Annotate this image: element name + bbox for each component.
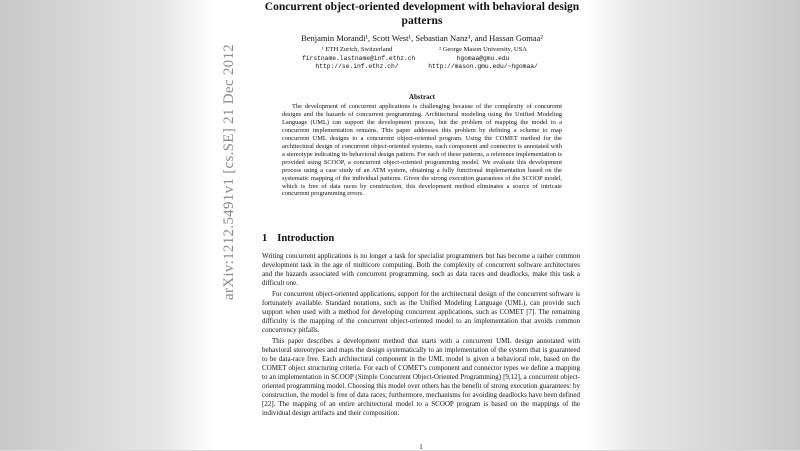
affiliation-email: firstname.lastname@inf.ethz.ch xyxy=(302,54,416,62)
abstract-text: The development of concurrent applications is challenging because of the complexity of concurrent designs and the hazards of concurrent programming. Architectural modeling using the Unified Modeling Language (UML) can support the development process, but the problem of mapping the model to a concurrent implementation remains. This paper addresses this problem by defining a scheme to map concurrent UML designs to a concurrent object-oriented program. Using the COMET method for the architectural design of concurrent object-oriented systems, each component and connector is annotated with a stereotype indicating its behavioral design pattern. For each of these patterns, a reference implementation is provided using SCOOP, a concurrent object-oriented programming model. We evaluate this development process using a case study of an ATM system, obtaining a fully functional implementation based on the systematic mapping of the individual patterns. Given the strong execution guarantees of the SCOOP model, which is free of data races by construction, this development method eliminates a source of intricate concurrent programming errors. xyxy=(282,103,562,198)
body-paragraph: Writing concurrent applications is no longer a task for specialist programmers but has become a rather common development task in the age of multicore computing. Both the complexity of concurrent software architectures and the hazards associated with concurrent programming, such as data races and deadlocks, make this task a difficult one. xyxy=(262,252,580,287)
paper-title: Concurrent object-oriented development with behavioral design patterns xyxy=(264,1,580,27)
affiliation-name: ² George Mason University, USA xyxy=(438,46,528,53)
author-list: Benjamin Morandi¹, Scott West¹, Sebastian Nanz¹, and Hassan Gomaa² xyxy=(301,33,543,43)
affiliation-url: http://mason.gmu.edu/~hgomaa/ xyxy=(428,63,538,71)
body-paragraph: For concurrent object-oriented applications, support for the architectural design of the concurrent software is fortunately available. Standard notations, such as the Unified Modeling Language (UML), can provide such support when used with a method for developing concurrent applications, such as COMET [7]. The remaining difficulty is the mapping of the concurrent object-oriented model to an implementation that avoids common concurrency pitfalls. xyxy=(262,290,580,334)
section-number: 1 xyxy=(262,233,268,244)
affiliation-gmu xyxy=(418,46,548,72)
arxiv-identifier: arXiv:1212.5491v1 [cs.SE] 21 Dec 2012 xyxy=(221,43,237,300)
affiliation-email: hgomaa@gmu.edu xyxy=(456,54,510,62)
section-title: Introduction xyxy=(277,233,335,244)
affiliation-eth xyxy=(302,46,416,72)
body-paragraph: This paper describes a development method that starts with a concurrent UML design annotated with behavioral stereotypes and maps the design systematically to an implementation of the system that is guaranteed to be data-race free. Each architectural component in the UML model is given a behavioral role, based on the COMET object structuring criteria. For each of COMET's component and connector types we define a mapping to an implementation in SCOOP (Simple Concurrent Object-Oriented Programming) [9,12], a concurrent object-oriented programming model. Choosing this model over others has the benefit of strong execution guarantees: by construction, the model is free of data races; furthermore, mechanisms for avoiding deadlocks have been defined [22]. The mapping of an entire architectural model to a SCOOP program is based on the mappings of the individual design artifacts and their composition. xyxy=(262,337,580,417)
section-heading xyxy=(262,233,334,244)
affiliation-url: http://se.inf.ethz.ch/ xyxy=(315,63,399,71)
page-number: 1 xyxy=(419,443,423,451)
abstract-heading: Abstract xyxy=(408,93,436,101)
affiliation-name: ¹ ETH Zurich, Switzerland xyxy=(321,46,393,53)
